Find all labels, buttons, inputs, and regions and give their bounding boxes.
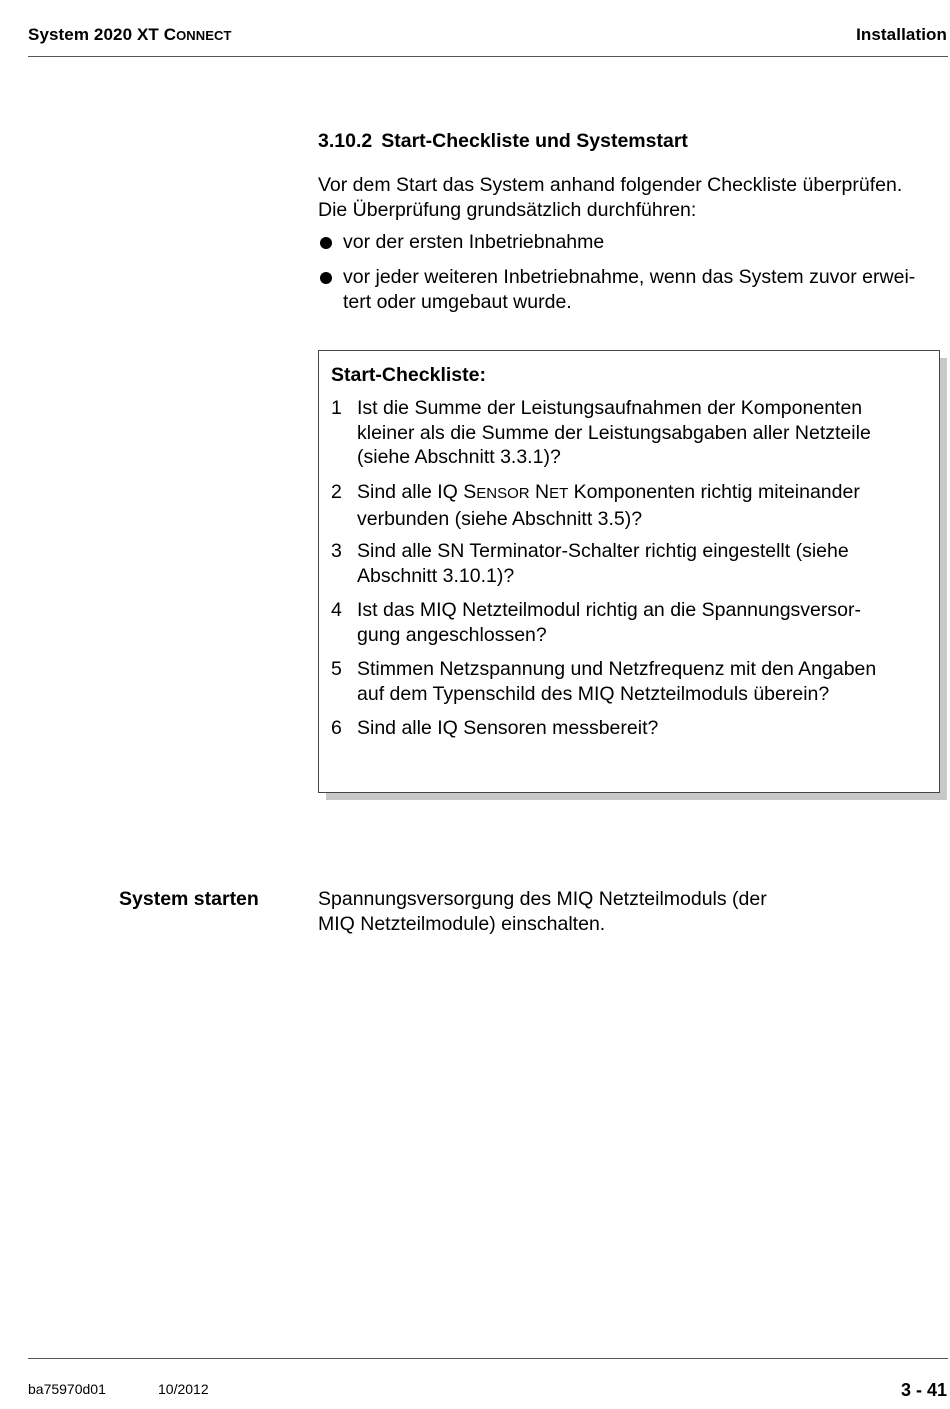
header-chapter: Installation: [856, 25, 947, 44]
checklist-item-text: kleiner als die Summe der Leistungsabgaben aller Netzteile: [357, 421, 871, 444]
header-rule: [28, 56, 948, 57]
footer-date: 10/2012: [158, 1381, 209, 1397]
bullet-text: vor jeder weiteren Inbetriebnahme, wenn das System zuvor erwei-: [343, 266, 916, 288]
checklist-item-text: Sind alle IQ Sensoren messbereit?: [357, 717, 659, 739]
checklist-item-text: Ist die Summe der Leistungsaufnahmen der Komponenten: [357, 397, 863, 419]
checklist-item-text: auf dem Typenschild des MIQ Netzteilmoduls überein?: [357, 682, 830, 705]
header-title-smallcaps: ONNECT: [176, 28, 232, 43]
footer-rule: [28, 1358, 948, 1359]
checklist-text-smallcaps: ET: [549, 485, 569, 502]
bullet-item: [318, 265, 948, 314]
header-title-main: System 2020 XT C: [28, 25, 177, 44]
bullet-dot-icon: [320, 237, 332, 249]
checklist-item: [331, 480, 921, 531]
checklist-item-text: Sind alle SN Terminator-Schalter richtig eingestellt (siehe: [357, 540, 849, 562]
checklist-item: [331, 396, 921, 470]
checklist-item-text: Abschnitt 3.10.1)?: [357, 564, 515, 587]
checklist-item-number: 4: [331, 599, 342, 621]
checklist-text-part: Komponenten richtig miteinander: [568, 481, 860, 503]
checklist-item-number: 6: [331, 717, 342, 739]
checklist-text-part: Sind alle IQ S: [357, 481, 477, 503]
section-number: 3.10.2: [318, 130, 373, 152]
bullet-text: vor der ersten Inbetriebnahme: [343, 231, 605, 253]
page-number: 3 - 41: [900, 1380, 947, 1400]
checklist-item-text: (siehe Abschnitt 3.3.1)?: [357, 446, 561, 468]
start-line: MIQ Netzteilmodule) einschalten.: [318, 912, 606, 935]
checklist-item-number: 3: [331, 540, 342, 562]
checklist-item-text: gung angeschlossen?: [357, 623, 547, 646]
checklist-item-text: Stimmen Netzspannung und Netzfrequenz mit den Angaben: [357, 658, 877, 680]
checklist-item-text: [357, 480, 921, 507]
bullet-item: [318, 230, 948, 255]
section-title: Start-Checkliste und Systemstart: [381, 130, 688, 152]
checklist-text-smallcaps: ENSOR: [476, 485, 530, 502]
checklist-item-text: verbunden (siehe Abschnitt 3.5)?: [357, 507, 643, 530]
checklist-item: [331, 657, 921, 706]
checklist-text-part: N: [529, 481, 550, 503]
bullet-dot-icon: [320, 272, 332, 284]
checklist-item-text: Ist das MIQ Netzteilmodul richtig an die Spannungsversor-: [357, 599, 861, 621]
checklist-box: [318, 350, 940, 793]
header-title: [28, 25, 232, 45]
section-heading: [318, 130, 688, 153]
bullet-text: tert oder umgebaut wurde.: [343, 290, 572, 313]
start-instruction: [318, 887, 878, 936]
checklist-title: Start-Checkliste:: [331, 364, 486, 386]
footer-doc-id: ba75970d01: [28, 1381, 106, 1397]
checklist-item: [331, 716, 921, 741]
checklist-item-number: 5: [331, 658, 342, 680]
checklist-item-number: 1: [331, 397, 342, 419]
margin-label: System starten: [119, 888, 259, 910]
checklist-item: [331, 598, 921, 647]
intro-paragraph: [318, 173, 943, 222]
intro-line: Die Überprüfung grundsätzlich durchführen:: [318, 198, 697, 221]
checklist-item: [331, 539, 921, 588]
intro-line: Vor dem Start das System anhand folgender Checkliste überprüfen.: [318, 174, 903, 196]
checklist-item-number: 2: [331, 481, 342, 503]
start-line: Spannungsversorgung des MIQ Netzteilmoduls (der: [318, 888, 767, 910]
